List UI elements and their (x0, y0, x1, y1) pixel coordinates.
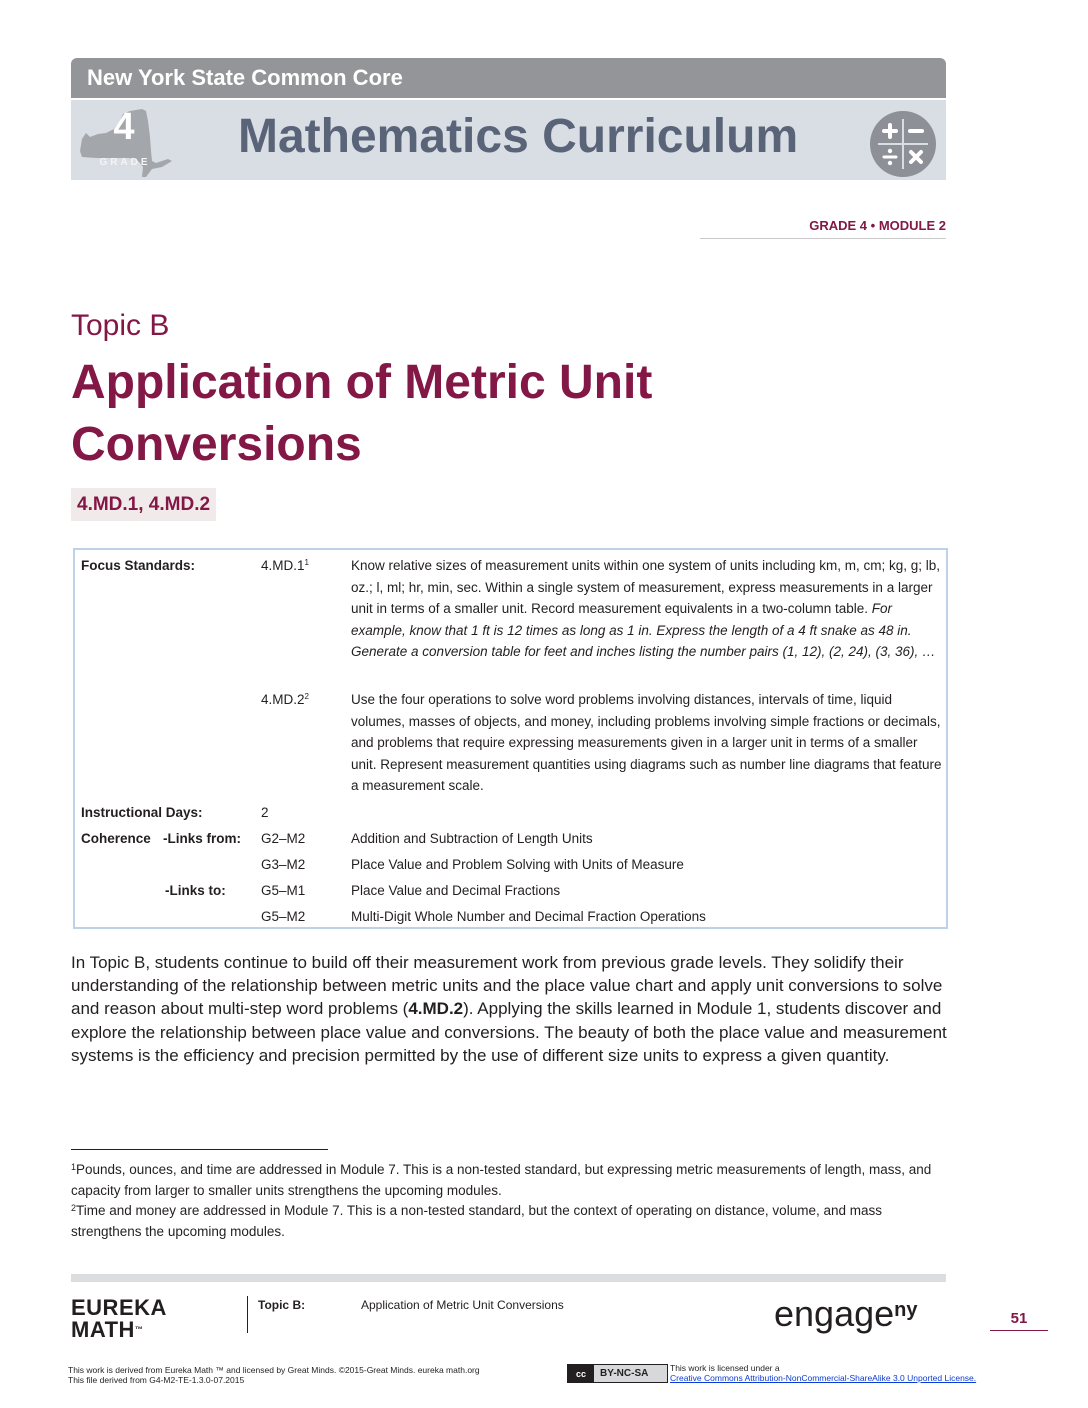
link-title: Addition and Subtraction of Length Units (351, 831, 593, 846)
page-number-underline (990, 1330, 1048, 1331)
derived-line-1: This work is derived from Eureka Math ™ and licensed by Great Minds. ©2015-Great Minds. eureka math.org (68, 1365, 480, 1375)
link-code: G5–M2 (261, 909, 306, 924)
link-code: G3–M2 (261, 857, 306, 872)
footer-divider-bar (71, 1274, 946, 1282)
footnote-ref: 1 (304, 558, 309, 567)
topic-label: Topic B (71, 309, 170, 342)
footer-topic-title: Application of Metric Unit Conversions (361, 1298, 564, 1312)
footnote-number: 2 (71, 1203, 77, 1213)
paragraph-text: ). Applying the skills learned in Module 1, students discover and explore the relationship between place value and conversions. The beauty of both the place value and measurement systems is the efficiency and precision permitted by the use of different size units to express a given quantity. (71, 999, 947, 1065)
link-code: G2–M2 (261, 831, 306, 846)
links-from-label: -Links from: (163, 831, 242, 846)
link-title: Multi-Digit Whole Number and Decimal Fraction Operations (351, 909, 706, 924)
license-notice (670, 1363, 976, 1383)
topic-overview-paragraph (71, 951, 951, 1067)
cc-icon: cc (568, 1365, 594, 1382)
curriculum-banner: New York State Common Core (71, 58, 946, 98)
module-label: GRADE 4 • MODULE 2 (809, 218, 946, 233)
paragraph-standard-ref: 4.MD.2 (408, 999, 464, 1019)
footnote-divider (71, 1149, 328, 1150)
footnote-number: 1 (71, 1162, 77, 1172)
footnote-2 (71, 1201, 951, 1242)
math-operations-icon (870, 111, 936, 177)
footnote-text: Pounds, ounces, and time are addressed in Module 7. This is a non-tested standard, but expressing metric measurements of length, mass, and capacity from larger to smaller units strengthens the upcoming modules. (71, 1162, 932, 1198)
instructional-days-label: Instructional Days: (81, 805, 203, 820)
standard-example-text: For example, know that 1 ft is 12 times as long as 1 in. Express the length of a 4 ft snake as 48 in. Generate a conversion table for feet and inches listing the number pairs (1, 12), (2, 24), (3, 36), … (351, 601, 936, 660)
grade-word: GRADE (99, 157, 151, 168)
standard-code: 4.MD.2 (261, 692, 305, 707)
footnote-1 (71, 1160, 951, 1201)
ny-text: ny (894, 1299, 918, 1321)
eureka-math-logo (71, 1297, 167, 1341)
topic-title-line-1: Application of Metric Unit (71, 356, 653, 409)
module-label-divider (700, 238, 946, 239)
coherence-label: Coherence (81, 831, 151, 846)
footnote-text: Time and money are addressed in Module 7. This is a non-tested standard, but the context of operating on distance, volume, and mass strengthens the upcoming modules. (71, 1203, 882, 1239)
standard-description-4md1 (351, 555, 943, 663)
logo-line-1: EUREKA (71, 1295, 167, 1320)
standard-code-4md2 (261, 689, 309, 711)
link-title: Place Value and Problem Solving with Units of Measure (351, 857, 684, 872)
grade-number: 4 (113, 106, 135, 148)
topic-title-line-2: Conversions (71, 418, 362, 471)
engage-text: engage (774, 1293, 895, 1334)
engageny-logo (774, 1294, 917, 1334)
links-to-label: -Links to: (165, 883, 226, 898)
page-number: 51 (1010, 1310, 1028, 1327)
license-link[interactable]: Creative Commons Attribution-NonCommercial-ShareAlike 3.0 Unported License. (670, 1373, 977, 1383)
license-line-1: This work is licensed under a (670, 1363, 780, 1373)
trademark: ™ (134, 1325, 144, 1334)
standard-text: Know relative sizes of measurement units within one system of units including km, m, cm; kg, g; lb, oz.; l, ml; hr, min, sec. Within a single system of measurement, express measurements in a larger unit in terms of a smaller unit. Record measurement equivalents in a two-column table. (351, 558, 940, 617)
link-code: G5–M1 (261, 883, 306, 898)
instructional-days-value: 2 (261, 805, 269, 820)
footer-topic-label: Topic B: (258, 1298, 306, 1312)
standard-code: 4.MD.1 (261, 558, 305, 573)
footnote-ref: 2 (304, 692, 309, 701)
creative-commons-badge (567, 1364, 668, 1383)
topic-title (71, 352, 871, 476)
focus-standards-label: Focus Standards: (81, 558, 196, 573)
cc-badge-text: BY-NC-SA (600, 1368, 649, 1379)
focus-standards-table (73, 548, 948, 929)
derived-line-2: This file derived from G4-M2-TE-1.3.0-07.2015 (68, 1375, 245, 1385)
derived-notice (68, 1365, 480, 1385)
standard-description-4md2: Use the four operations to solve word problems involving distances, intervals of time, liquid volumes, masses of objects, and money, including problems involving simple fractions or decimals, and problems that require expressing measurements given in a larger unit in terms of a smaller unit. Represent measurement quantities using diagrams such as number line diagrams that feature a measurement scale. (351, 692, 942, 794)
standards-badge: 4.MD.1, 4.MD.2 (71, 488, 216, 521)
logo-line-2: MATH (71, 1317, 135, 1342)
link-title: Place Value and Decimal Fractions (351, 883, 561, 898)
standard-code-4md1 (261, 555, 309, 577)
paragraph-text: In Topic B, students continue to build off their measurement work from previous grade levels. They solidify their understanding of the relationship between metric units and the place value chart and apply unit conversions to solve and reason about multi-step word problems ( (71, 953, 943, 1019)
curriculum-title: Mathematics Curriculum (238, 110, 799, 163)
footer-separator (247, 1296, 248, 1333)
